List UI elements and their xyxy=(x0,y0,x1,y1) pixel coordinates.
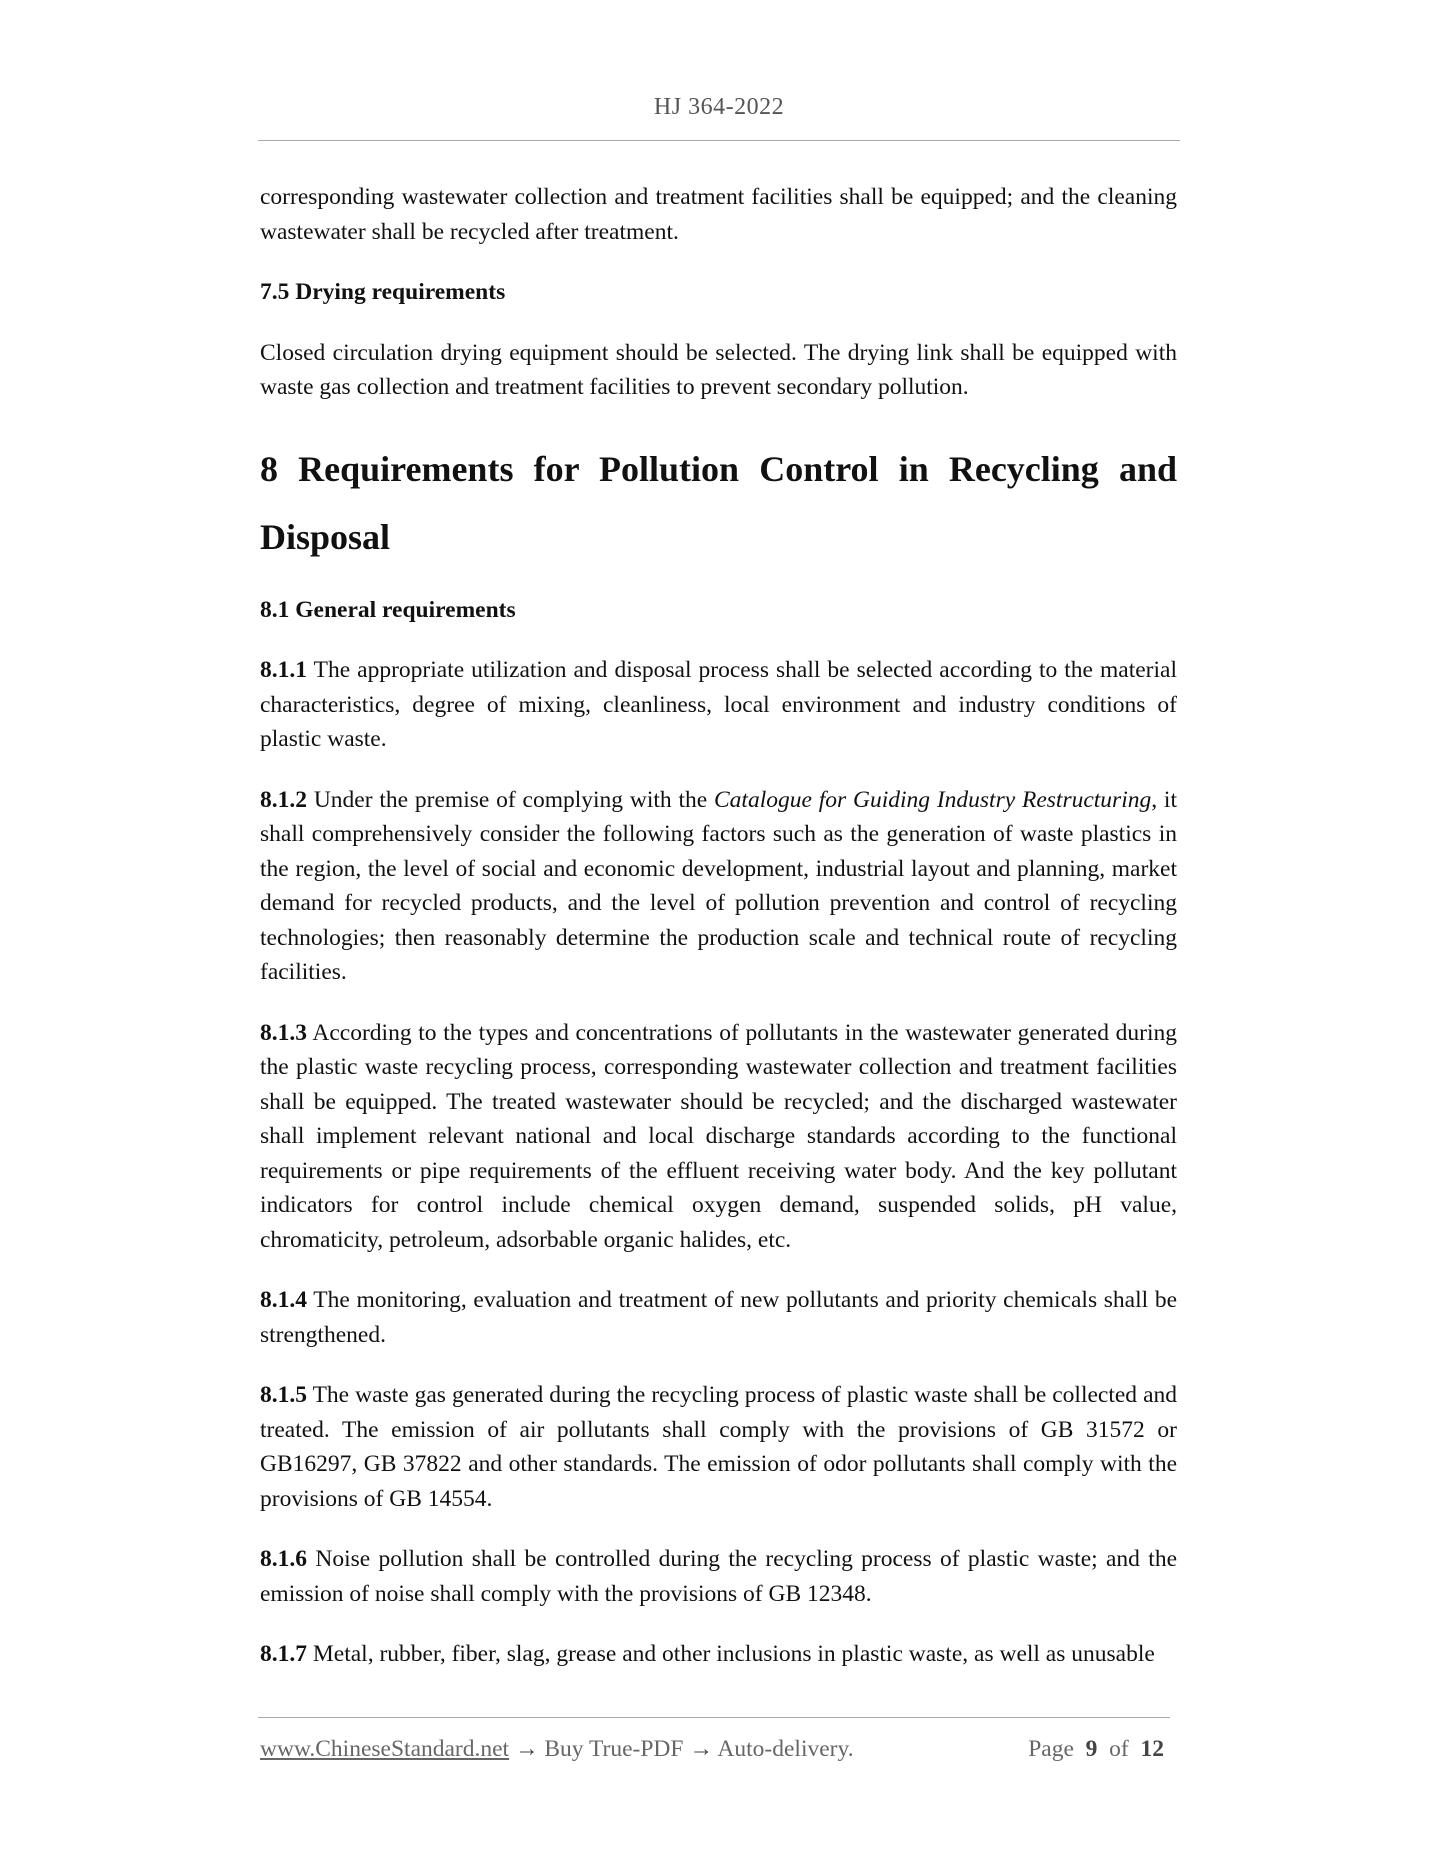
website-link[interactable]: www.ChineseStandard.net xyxy=(260,1736,510,1762)
clause-8-1-4 xyxy=(260,1283,1177,1352)
footer-divider xyxy=(258,1717,1170,1718)
clause-text: The waste gas generated during the recycling process of plastic waste shall be collected and treated. The emission of air pollutants shall comply with the provisions of GB 31572 or GB16297, GB 37822 and other standards. The emission of odor pollutants shall comply with the provisions of GB 14554. xyxy=(260,1382,1177,1512)
clause-8-1-2 xyxy=(260,783,1177,990)
page-indicator xyxy=(1028,1736,1164,1763)
arrow-right-icon: → xyxy=(689,1736,713,1762)
auto-delivery-text: Auto-delivery. xyxy=(712,1736,854,1762)
clause-text: The monitoring, evaluation and treatment of new pollutants and priority chemicals shall be strengthened. xyxy=(260,1287,1177,1348)
clause-number: 8.1.2 xyxy=(260,786,307,813)
clause-number: 8.1.1 xyxy=(260,657,307,683)
clause-text: According to the types and concentrations of pollutants in the wastewater generated during the plastic waste recycling process, corresponding wastewater collection and treatment facilities shall be equipped. The treated wastewater should be recycled; and the discharged wastewater shall implement relevant national and local discharge standards according to the functional requirements or pipe requirements of the effluent receiving water body. And the key pollutant indicators for control include chemical oxygen demand, suspended solids, pH value, chromaticity, petroleum, adsorbable organic halides, etc. xyxy=(260,1019,1177,1253)
document-body xyxy=(260,180,1177,1698)
section-heading-7-5: 7.5 Drying requirements xyxy=(260,279,506,305)
clause-8-1-7 xyxy=(260,1637,1177,1672)
clause-8-1-6 xyxy=(260,1542,1177,1611)
of-label: of xyxy=(1109,1736,1129,1762)
clause-number: 8.1.7 xyxy=(260,1641,307,1667)
total-page-count: 12 xyxy=(1140,1736,1164,1762)
clause-8-1-3 xyxy=(260,1016,1177,1258)
buy-pdf-text: Buy True-PDF xyxy=(538,1736,690,1762)
clause-number: 8.1.5 xyxy=(260,1382,307,1408)
paragraph-continuation: corresponding wastewater collection and treatment facilities shall be equipped; and the cleaning wastewater shall be recycled after treatment. xyxy=(260,184,1177,245)
clause-text: Under the premise of complying with the xyxy=(307,786,714,813)
footer-promo xyxy=(260,1736,854,1763)
page-label: Page xyxy=(1028,1736,1074,1762)
clause-number: 8.1.3 xyxy=(260,1019,307,1046)
clause-text: The appropriate utilization and disposal process shall be selected according to the material characteristics, degree of mixing, cleanliness, local environment and industry conditions of plastic waste. xyxy=(260,657,1177,752)
clause-number: 8.1.6 xyxy=(260,1546,307,1572)
clause-text: Metal, rubber, fiber, slag, grease and other inclusions in plastic waste, as well as unusable xyxy=(307,1641,1155,1667)
header-divider xyxy=(258,140,1180,141)
current-page-number: 9 xyxy=(1085,1736,1098,1762)
arrow-right-icon: → xyxy=(514,1736,539,1762)
clause-text: Noise pollution shall be controlled during the recycling process of plastic waste; and the emission of noise shall comply with the provisions of GB 12348. xyxy=(260,1546,1177,1607)
page-header-doc-id: HJ 364-2022 xyxy=(653,94,785,120)
clause-8-1-5 xyxy=(260,1378,1177,1516)
clause-8-1-1 xyxy=(260,653,1177,757)
cited-document-title: Catalogue for Guiding Industry Restructuring xyxy=(714,786,1152,813)
section-heading-8-1: 8.1 General requirements xyxy=(260,596,516,623)
clause-text: , it shall comprehensively consider the following factors such as the generation of waste plastics in the region, the level of social and economic development, industrial layout and planning, market demand for recycled products, and the level of pollution prevention and control of recycling technologies; then reasonably determine the production scale and technical route of recycling facilities. xyxy=(260,786,1177,985)
clause-number: 8.1.4 xyxy=(260,1287,307,1313)
paragraph-7-5: Closed circulation drying equipment should be selected. The drying link shall be equipped with waste gas collection and treatment facilities to prevent secondary pollution. xyxy=(260,339,1177,400)
chapter-heading-8: 8 Requirements for Pollution Control in Recycling and Disposal xyxy=(260,448,1177,557)
